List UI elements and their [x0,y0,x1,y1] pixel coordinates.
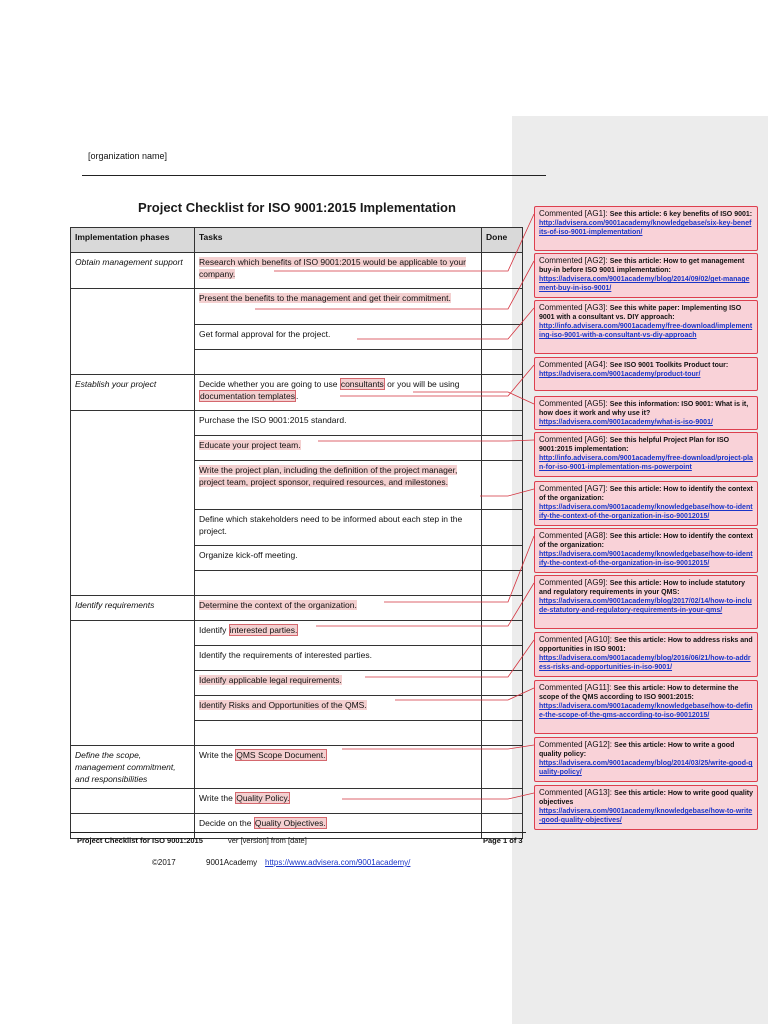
task-text[interactable]: Determine the context of the organization. [199,600,357,610]
done-cell[interactable] [482,375,523,411]
footer-brand: 9001Academy [206,858,258,867]
comment-balloon[interactable] [534,575,758,629]
phase-cell [71,646,195,671]
comment-balloon[interactable] [534,632,758,677]
table-row [71,461,523,510]
done-cell[interactable] [482,350,523,375]
phase-cell [71,546,195,571]
phase-cell [71,436,195,461]
table-row [71,596,523,621]
phase-cell [71,350,195,375]
comment-label: Commented [AG7]: [539,484,610,493]
task-cell[interactable] [195,621,482,646]
done-cell[interactable] [482,546,523,571]
phase-cell [71,696,195,721]
task-cell[interactable] [195,411,482,436]
phase-cell [71,325,195,350]
comment-text: See this article: How to identify the context of the organization: [539,533,753,549]
header-rule [82,175,546,176]
footer-rule [70,832,526,833]
comment-label: Commented [AG10]: [539,635,615,644]
phase-cell [71,789,195,814]
task-cell[interactable] [195,350,482,375]
link-quality-objectives[interactable]: Quality Objectives. [254,818,326,828]
document-title: Project Checklist for ISO 9001:2015 Implementation [138,200,456,215]
task-text[interactable]: Present the benefits to the management and get their commitment. [199,293,451,303]
comment-label: Commented [AG3]: [539,303,610,312]
task-text[interactable]: Write the [199,750,236,760]
task-text[interactable]: Organize kick-off meeting. [199,550,298,560]
table-row [71,814,523,839]
comment-text: See this article: 6 key benefits of ISO 9001: [609,211,753,218]
table-row [71,546,523,571]
comment-balloon[interactable] [534,253,758,298]
task-text[interactable]: or you will be using [384,379,460,389]
table-row [71,289,523,325]
task-cell[interactable] [195,746,482,789]
footer-doc-name: Project Checklist for ISO 9001:2015 [77,836,203,845]
table-row [71,789,523,814]
done-cell[interactable] [482,461,523,510]
task-text[interactable]: . [295,391,299,401]
phase-cell: Establish your project [71,375,195,411]
task-text[interactable]: Identify applicable legal requirements. [199,675,342,685]
phase-cell [71,621,195,646]
link-consultants[interactable]: consultants [340,379,384,389]
task-text[interactable]: Write the [199,793,236,803]
column-header-tasks: Tasks [195,228,482,253]
done-cell[interactable] [482,814,523,839]
task-cell[interactable] [195,375,482,411]
comment-link[interactable]: https://advisera.com/9001academy/blog/2014/03/25/write-good-quality-policy/ [539,760,753,776]
comment-label: Commented [AG8]: [539,531,610,540]
link-documentation-templates[interactable]: documentation templates [200,391,295,401]
task-cell[interactable] [195,325,482,350]
comment-balloon[interactable] [534,680,758,734]
task-text[interactable]: Identify the requirements of interested parties. [199,650,372,660]
table-row [71,721,523,746]
done-cell[interactable] [482,289,523,325]
done-cell[interactable] [482,671,523,696]
comment-label: Commented [AG1]: [539,209,610,218]
task-cell[interactable] [195,436,482,461]
phase-cell: Obtain management support [71,253,195,289]
comment-link[interactable]: https://advisera.com/9001academy/blog/2016/06/21/how-to-address-risks-and-opportunities-in-iso-9001/ [539,655,751,671]
done-cell[interactable] [482,696,523,721]
comment-label: Commented [AG13]: [539,788,615,797]
phase-cell [71,671,195,696]
comment-balloon[interactable] [534,357,758,391]
comment-label: Commented [AG6]: [539,435,610,444]
comment-text: See this article: How to write a good quality policy: [539,742,735,758]
column-header-phases: Implementation phases [71,228,195,253]
comment-link[interactable]: https://advisera.com/9001academy/knowledgebase/how-to-identify-the-context-of-the-organization-in-iso-90012015/ [539,551,753,567]
phase-cell [71,510,195,546]
table-row [71,621,523,646]
table-row [71,253,523,289]
task-cell[interactable] [195,461,482,510]
footer-url-link[interactable]: https://www.advisera.com/9001academy/ [265,858,411,867]
table-row [71,646,523,671]
comment-label: Commented [AG9]: [539,578,610,587]
task-cell[interactable] [195,289,482,325]
footer-copyright: ©2017 [152,858,176,867]
done-cell[interactable] [482,646,523,671]
phase-cell: Identify requirements [71,596,195,621]
task-cell[interactable] [195,253,482,289]
done-cell[interactable] [482,746,523,789]
table-row [71,571,523,596]
comment-balloon[interactable] [534,785,758,830]
done-cell[interactable] [482,789,523,814]
link-quality-policy[interactable]: Quality Policy. [236,793,290,803]
comment-text: See this article: How to write good quality objectives [539,790,754,806]
phase-cell [71,571,195,596]
column-header-done: Done [482,228,523,253]
phase-cell [71,411,195,436]
comment-link[interactable]: https://advisera.com/9001academy/blog/2017/02/14/how-to-include-statutory-and-regulatory-requirements-in-your-qms/ [539,598,752,614]
task-cell[interactable] [195,721,482,746]
comment-text: See this article: How to get management buy-in before ISO 9001 implementation: [539,258,745,274]
table-header-row [71,228,523,253]
comment-text: See this article: How to determine the scope of the QMS according to ISO 9001:2015: [539,685,739,701]
comment-label: Commented [AG4]: [539,360,610,369]
task-cell[interactable] [195,696,482,721]
task-text[interactable]: Get formal approval for the project. [199,329,331,339]
comment-text: See this information: ISO 9001: What is it, how does it work and why use it? [539,401,749,417]
table-row [71,510,523,546]
comment-link[interactable]: https://advisera.com/9001academy/knowledgebase/how-to-write-good-quality-objectives/ [539,808,753,824]
task-text[interactable]: Decide on the [199,818,254,828]
comment-balloon[interactable] [534,737,758,782]
done-cell[interactable] [482,253,523,289]
table-row [71,436,523,461]
done-cell[interactable] [482,621,523,646]
task-cell[interactable] [195,546,482,571]
table-row [71,325,523,350]
comment-label: Commented [AG12]: [539,740,615,749]
comment-link[interactable]: https://advisera.com/9001academy/what-is-iso-9001/ [539,419,713,426]
task-cell[interactable] [195,814,482,839]
comment-balloon[interactable] [534,432,758,477]
done-cell[interactable] [482,436,523,461]
comment-label: Commented [AG2]: [539,256,610,265]
comment-link[interactable]: https://advisera.com/9001academy/knowledgebase/how-to-identify-the-context-of-the-organization-in-iso-90012015/ [539,504,753,520]
done-cell[interactable] [482,510,523,546]
done-cell[interactable] [482,596,523,621]
task-text[interactable]: Research which benefits of ISO 9001:2015 would be applicable to your company. [199,257,466,279]
phase-cell [71,721,195,746]
link-qms-scope-document[interactable]: QMS Scope Document. [236,750,326,760]
comment-text: See this article: How to identify the context of the organization: [539,486,753,502]
comment-link[interactable]: https://advisera.com/9001academy/product-tour/ [539,371,701,378]
table-row [71,375,523,411]
comment-link[interactable]: http://advisera.com/9001academy/knowledgebase/six-key-benefits-of-iso-9001-implementation/ [539,220,752,236]
comment-text: See ISO 9001 Toolkits Product tour: [609,362,729,369]
task-text[interactable]: Identify Risks and Opportunities of the QMS. [199,700,367,710]
footer-page-number: Page 1 of 3 [483,836,523,845]
done-cell[interactable] [482,411,523,436]
done-cell[interactable] [482,721,523,746]
task-text[interactable]: Define which stakeholders need to be informed about each step in the project. [199,514,463,536]
comment-balloon[interactable] [534,528,758,573]
phase-cell: Define the scope, management commitment, and responsibilities [71,746,195,789]
task-cell[interactable] [195,789,482,814]
task-text[interactable]: Write the project plan, including the definition of the project manager, project team, project sponsor, required resources, and milestones. [199,465,458,487]
done-cell[interactable] [482,325,523,350]
comment-balloon[interactable] [534,206,758,251]
done-cell[interactable] [482,571,523,596]
task-text[interactable]: Decide whether you are going to use [199,379,340,389]
comment-balloon[interactable] [534,481,758,526]
task-text[interactable]: Purchase the ISO 9001:2015 standard. [199,415,347,425]
comment-link[interactable]: http://info.advisera.com/9001academy/free-download/implementing-iso-9001-with-a-consultant-vs-diy-approach [539,323,753,339]
comment-text: See this helpful Project Plan for ISO 9001:2015 implementation: [539,437,730,453]
table-row [71,671,523,696]
comment-link[interactable]: https://advisera.com/9001academy/blog/2014/09/02/get-management-buy-in-iso-9001/ [539,276,750,292]
task-cell[interactable] [195,671,482,696]
comment-text: See this article: How to include statutory and regulatory requirements in your QMS: [539,580,746,596]
task-cell[interactable] [195,571,482,596]
footer-version: ver [version] from [date] [228,836,307,845]
task-text[interactable]: Educate your project team. [199,440,301,450]
phase-cell [71,814,195,839]
comment-text: See this article: How to address risks and opportunities in ISO 9001: [539,637,753,653]
task-text[interactable]: Identify [199,625,229,635]
task-cell[interactable] [195,646,482,671]
task-cell[interactable] [195,510,482,546]
task-cell[interactable] [195,596,482,621]
table-row [71,696,523,721]
comment-label: Commented [AG11]: [539,683,614,692]
phase-cell [71,289,195,325]
checklist-table [70,227,523,839]
comment-link[interactable]: https://advisera.com/9001academy/knowledgebase/how-to-define-the-scope-of-the-qms-according-to-iso-90012015/ [539,703,753,719]
link-interested-parties[interactable]: interested parties. [229,625,298,635]
comment-balloon[interactable] [534,300,758,354]
comment-link[interactable]: http://info.advisera.com/9001academy/free-download/project-plan-for-iso-9001-implementation-ms-powerpoint [539,455,753,471]
organization-name[interactable]: [organization name] [88,151,168,161]
table-row [71,411,523,436]
table-row [71,746,523,789]
comment-label: Commented [AG5]: [539,399,610,408]
comment-balloon[interactable] [534,396,758,430]
table-row [71,350,523,375]
phase-cell [71,461,195,510]
comment-text: See this white paper: Implementing ISO 9001 with a consultant vs. DIY approach: [539,305,742,321]
